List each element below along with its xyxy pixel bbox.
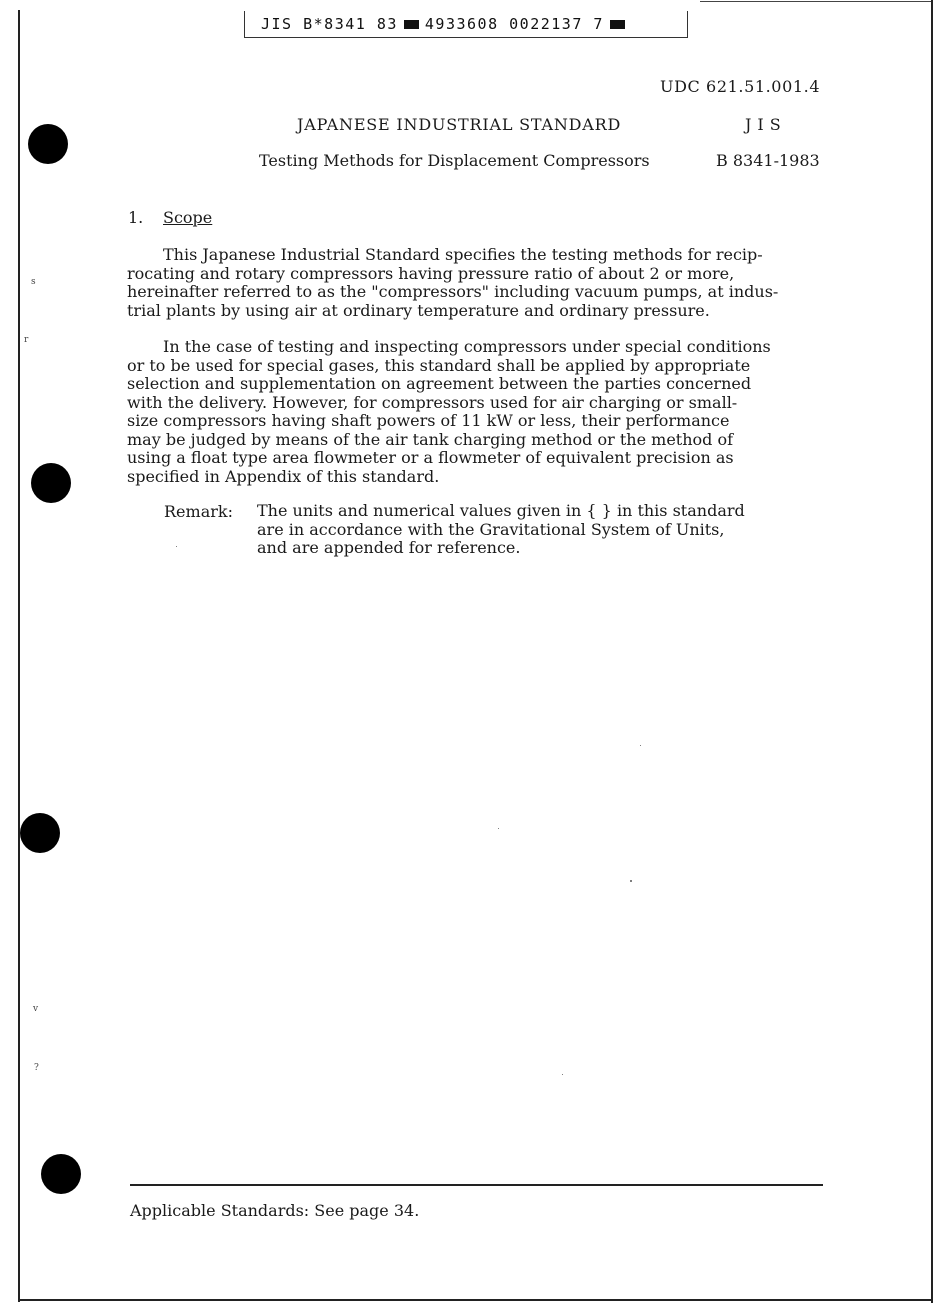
margin-mark: r <box>24 335 29 345</box>
page-edge-bottom <box>18 1299 932 1301</box>
footnote: Applicable Standards: See page 34. <box>130 1201 420 1220</box>
paragraph-line: This Japanese Industrial Standard specifies the testing methods for recip- <box>163 245 763 264</box>
remark-line: are in accordance with the Gravitational System of Units, <box>257 519 725 539</box>
document-title: Testing Methods for Displacement Compressors <box>259 151 650 170</box>
paragraph-line: or to be used for special gases, this standard shall be applied by appropriate <box>127 355 751 375</box>
punch-hole-icon <box>28 124 68 164</box>
scan-speck <box>640 745 641 746</box>
footnote-divider <box>130 1184 823 1186</box>
margin-mark: s <box>31 277 36 287</box>
margin-mark: v <box>33 1004 39 1014</box>
section-title: Scope <box>163 208 213 227</box>
paragraph-line: rocating and rotary compressors having pressure ratio of about 2 or more, <box>127 263 735 283</box>
scan-speck <box>562 1074 563 1075</box>
paragraph-line: trial plants by using air at ordinary temperature and ordinary pressure. <box>127 300 710 320</box>
udc-number: UDC 621.51.001.4 <box>660 77 821 96</box>
paragraph-line: with the delivery. However, for compressors used for air charging or small- <box>127 392 738 412</box>
header-middle-code: 4933608 0022137 7 <box>424 15 604 33</box>
punch-hole-icon <box>20 813 60 853</box>
punch-hole-icon <box>41 1154 81 1194</box>
page-edge-top <box>700 1 931 2</box>
punch-hole-icon <box>31 463 71 503</box>
margin-mark: ? <box>34 1063 39 1073</box>
standard-title: JAPANESE INDUSTRIAL STANDARD <box>297 115 622 134</box>
paragraph-line: hereinafter referred to as the "compressors" including vacuum pumps, at indus- <box>127 282 779 301</box>
paragraph-line: specified in Appendix of this standard. <box>127 466 440 486</box>
paragraph-line: using a float type area flowmeter or a flowmeter of equivalent precision as <box>127 448 734 467</box>
remark-label: Remark: <box>164 502 233 521</box>
paragraph-line: may be judged by means of the air tank charging method or the method of <box>127 429 734 449</box>
jis-label: JIS <box>745 115 787 134</box>
section-number: 1. <box>128 208 144 227</box>
page-edge-left <box>18 10 20 1302</box>
paragraph-line: size compressors having shaft powers of 11 kW or less, their performance <box>127 411 730 430</box>
remark-body <box>257 502 745 558</box>
remark-line: The units and numerical values given in { } in this standard <box>257 501 745 520</box>
scope-paragraph-1 <box>127 246 778 320</box>
catalog-header-strip <box>244 11 688 38</box>
scan-speck <box>498 828 499 829</box>
paragraph-line: selection and supplementation on agreement between the parties concerned <box>127 374 752 393</box>
document-code: B 8341-1983 <box>716 151 820 170</box>
header-left-code: JIS B*8341 83 <box>261 15 398 33</box>
redaction-block-icon <box>404 20 419 29</box>
paragraph-line: In the case of testing and inspecting compressors under special conditions <box>163 337 771 356</box>
remark-line: and are appended for reference. <box>257 538 521 557</box>
scope-paragraph-2 <box>127 338 771 486</box>
page-edge-right <box>931 0 933 1303</box>
scan-speck <box>630 880 632 882</box>
redaction-block-icon <box>610 20 625 29</box>
scan-speck <box>176 546 177 547</box>
